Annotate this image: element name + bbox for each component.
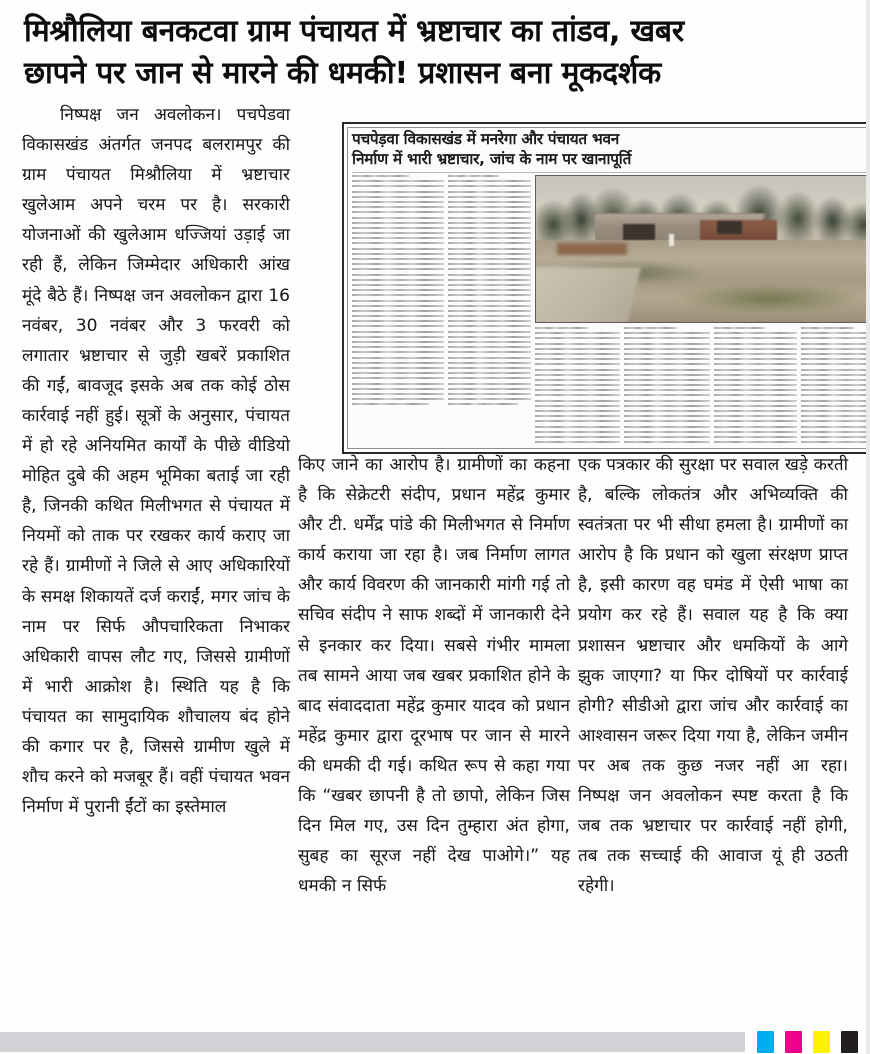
gray-margin-bar <box>0 1032 745 1052</box>
article-column-2 <box>298 450 570 901</box>
swatch-black-icon <box>841 1031 858 1053</box>
article-column-3 <box>578 450 848 901</box>
page-right-edge <box>866 0 870 1054</box>
article-paragraph: किए जाने का आरोप है। ग्रामीणों का कहना है कि सेक्रेटरी संदीप, प्रधान महेंद्र कुमार और टी. धर्मेंद्र पांडे की मिलीभगत से निर्माण कार्य कराया जा रहा है। जब निर्माण लागत और कार्य विवरण की जानकारी मांगी गई तो सचिव संदीप ने साफ शब्दों में जानकारी देने से इनकार कर दिया। सबसे गंभीर मामला तब सामने आया जब खबर प्रकाशित होने के बाद संवाददाता महेंद्र कुमार यादव को प्रधान महेंद्र कुमार द्वारा दूरभाष पर जान से मारने की धमकी दी गई। कथित रूप से कहा गया कि “खबर छापनी है तो छापो, लेकिन जिस दिन मिल गए, उस दिन तुम्हारा अंत होगा, सुबह का सूरज नहीं देख पाओगे।” यह धमकी न सिर्फ <box>298 455 570 897</box>
bottom-strip <box>0 1030 870 1054</box>
article-paragraph: निष्पक्ष जन अवलोकन। पचपेडवा विकासखंड अंतर्गत जनपद बलरामपुर की ग्राम पंचायत मिश्रौलिया में भ्रष्टाचार खुलेआम अपने चरम पर है। सरकारी योजनाओं की खुलेआम धज्जियां उड़ाई जा रही हैं, लेकिन जिम्मेदार अधिकारी आंख मूंदे बैठे हैं। निष्पक्ष जन अवलोकन द्वारा 16 नवंबर, 30 नवंबर और 3 फरवरी को लगातार भ्रष्टाचार से जुड़ी खबरें प्रकाशित की गईं, बावजूद इसके अब तक कोई ठोस कार्रवाई नहीं हुई। सूत्रों के अनुसार, पंचायत में हो रहे अनियमित कार्यों के पीछे वीडियो मोहित दुबे की अहम भूमिका बताई जा रही है, जिनकी कथित मिलीभगत से पंचायत में नियमों को ताक पर रखकर कार्य कराए जा रहे हैं। ग्रामीणों ने जिले से आए अधिकारियों के समक्ष शिकायतें दर्ज कराईं, मगर जांच के नाम पर सिर्फ औपचारिकता निभाकर अधिकारी वापस लौट गए, जिससे ग्रामीणों में भारी आक्रोश है। स्थिति यह है कि पंचायत का सामुदायिक शौचालय बंद होने की कगार पर है, जिससे ग्रामीण खुले में शौच करने को मजबूर हैं। वहीं पंचायत भवन निर्माण में पुरानी ईंटों का इस्तेमाल <box>22 105 290 818</box>
swatch-yellow-icon <box>813 1031 830 1053</box>
article-column-1 <box>22 100 290 822</box>
clipping-headline-line-1: पचपेड़वा विकासखंड में मनरेगा और पंचायत भवन <box>352 130 619 148</box>
page-title <box>24 12 846 94</box>
article-body <box>22 100 848 1015</box>
headline-line-1: मिश्रौलिया बनकटवा ग्राम पंचायत में भ्रष्टाचार का तांडव, खबर <box>24 14 684 49</box>
swatch-cyan-icon <box>757 1031 774 1053</box>
headline-line-2: छापने पर जान से मारने की धमकी! प्रशासन बना मूकदर्शक <box>24 56 661 91</box>
cmyk-registration-bar <box>757 1031 858 1053</box>
swatch-magenta-icon <box>785 1031 802 1053</box>
clipping-headline-line-2: निर्माण में भारी भ्रष्टाचार, जांच के नाम पर खानापूर्ति <box>352 149 632 168</box>
article-paragraph: एक पत्रकार की सुरक्षा पर सवाल खड़े करती है, बल्कि लोकतंत्र और अभिव्यक्ति की स्वतंत्रता पर भी सीधा हमला है। ग्रामीणों का आरोप है कि प्रधान को खुला संरक्षण प्राप्त है, इसी कारण वह घमंड में ऐसी भाषा का प्रयोग कर रहे हैं। सवाल यह है कि क्या प्रशासन भ्रष्टाचार और धमकियों के आगे झुक जाएगा? या फिर दोषियों पर कार्रवाई होगी? सीडीओ द्वारा जांच और कार्रवाई का आश्वासन जरूर दिया गया है, लेकिन जमीन पर अब तक कुछ नजर नहीं आ रहा। निष्पक्ष जन अवलोकन स्पष्ट करता है कि जब तक भ्रष्टाचार पर कार्रवाई नहीं होगी, तब तक सच्चाई की आवाज यूं ही उठती रहेगी। <box>578 455 848 897</box>
